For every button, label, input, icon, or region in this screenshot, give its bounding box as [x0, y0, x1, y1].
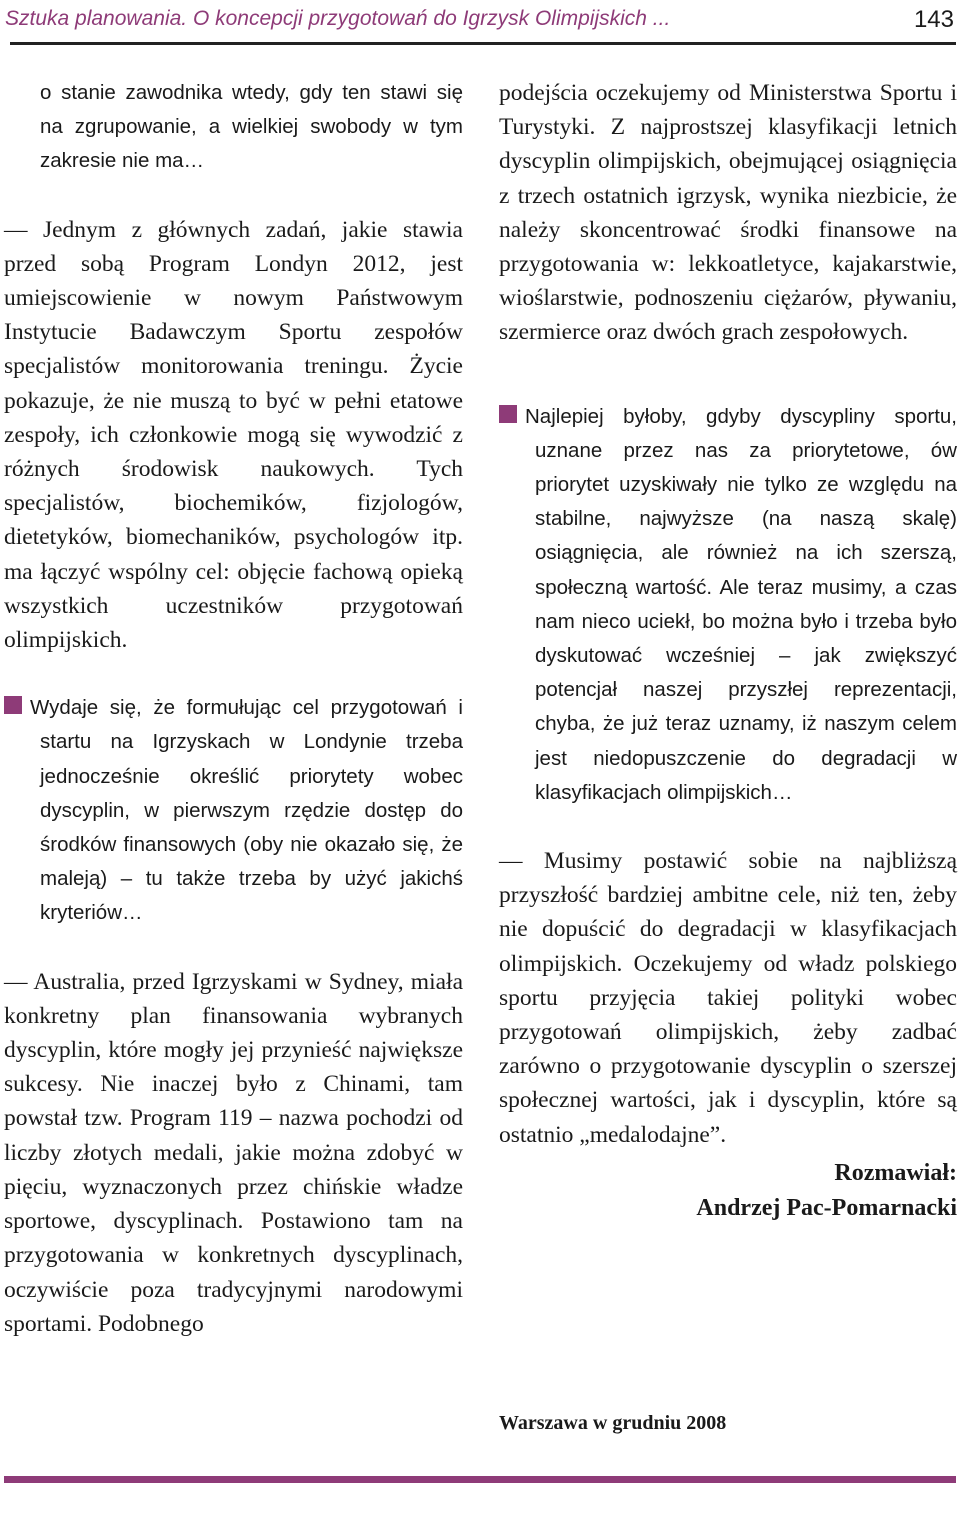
- interviewer-label: Rozmawiał:: [834, 1159, 957, 1186]
- footer-rule: [4, 1476, 956, 1483]
- question-marker-icon: [499, 405, 517, 423]
- paragraph-answer-goals: — Musimy postawić sobie na najbliższą przyszłość bardziej ambitne cele, niż ten, żeby nie dopuścić do degradacji w klasyfikacjach olimpijskich. Oczekujemy od władz polskiego sportu przyjęcia takiej polityki wobec przygotowań olimpijskich, żeby zadbać zarówno o przygotowanie dyscyplin o szerszej społecznej wartości, jak i dyscyplin, które są ostatnio „medalodajne”.: [499, 848, 957, 1148]
- paragraph-question-best: Najlepiej byłoby, gdyby dyscypliny sportu, uznane przez nas za priorytetowe, ów priorytet uzyskiwały nie tylko ze względu na stabilne, najwyższe (na naszą skalę) osiągnięcia, ale również na ich szerszą, społeczną wartość. Ale teraz musimy, a czas nam nieco uciekł, bo można było i trzeba było dyskutować wcześniej – jak zwiększyć potencjał naszej przyszłej reprezentacji, chyba, że już teraz uznamy, iż naszym celem jest niedopuszczenie do degradacji w klasyfikacjach olimpijskich…: [499, 400, 957, 810]
- page-number: 143: [913, 6, 954, 33]
- interviewer-name: Andrzej Pac-Pomarnacki: [696, 1194, 957, 1221]
- question-marker-icon: [4, 696, 22, 714]
- place-date: Warszawa w grudniu 2008: [499, 1412, 727, 1434]
- right-column: [499, 76, 957, 1226]
- running-header-title: Sztuka planowania. O koncepcji przygotowań do Igrzysk Olimpijskich ...: [5, 7, 671, 30]
- header-rule: [10, 42, 956, 45]
- left-column: [4, 76, 463, 1341]
- paragraph-answer-australia: — Australia, przed Igrzyskami w Sydney, miała konkretny plan finansowania wybranych dyscyplin, które mogły jej przynieść największe sukcesy. Nie inaczej było z Chinami, tam powstał tzw. Program 119 – nazwa pochodzi od liczby złotych medali, jakie można zdobyć w pięciu, wyznaczonych przez chińskie władze sportowe, dyscyplinach. Postawiono tam na przygotowania w konkretnych dyscyplinach, oczywiście poza tradycyjnymi narodowymi sportami. Podobnego: [4, 968, 463, 1337]
- paragraph-question-priorities: Wydaje się, że formułując cel przygotowań i startu na Igrzyskach w Londynie trzeba jednocześnie określić priorytety wobec dyscyplin, w pierwszym rzędzie dostęp do środków finansowych (oby nie okazało się, że maleją) – tu także trzeba by użyć jakichś kryteriów…: [4, 691, 463, 930]
- paragraph-answer-london: — Jednym z głównych zadań, jakie stawia przed sobą Program Londyn 2012, jest umiejscowienie w nowym Państwowym Instytucie Badawczym Sportu zespołów specjalistów monitorowania treningu. Życie pokazuje, że nie muszą to być w pełni etatowe zespoły, ich członkowie mogą się wywodzić z różnych środowisk naukowych. Tych specjalistów, biochemików, fizjologów, dietetyków, biomechaników, psychologów itp. ma łączyć wspólny cel: objęcie fachową opieką wszystkich uczestników przygotowań olimpijskich.: [4, 216, 463, 654]
- paragraph-question-end: o stanie zawodnika wtedy, gdy ten stawi się na zgrupowanie, a wielkiej swobody w tym zakresie nie ma…: [40, 81, 463, 173]
- paragraph-answer-continued: podejścia oczekujemy od Ministerstwa Sportu i Turystyki. Z najprostszej klasyfikacji letnich dyscyplin olimpijskich, obejmującej osiągnięcia z trzech ostatnich igrzysk, wynika niezbicie, że należy skoncentrować środki finansowe na przygotowania w: lekkoatletyce, kajakarstwie, wioślarstwie, podnoszeniu ciężarów, pływaniu, szermierce oraz dwóch grach zespołowych.: [499, 80, 957, 346]
